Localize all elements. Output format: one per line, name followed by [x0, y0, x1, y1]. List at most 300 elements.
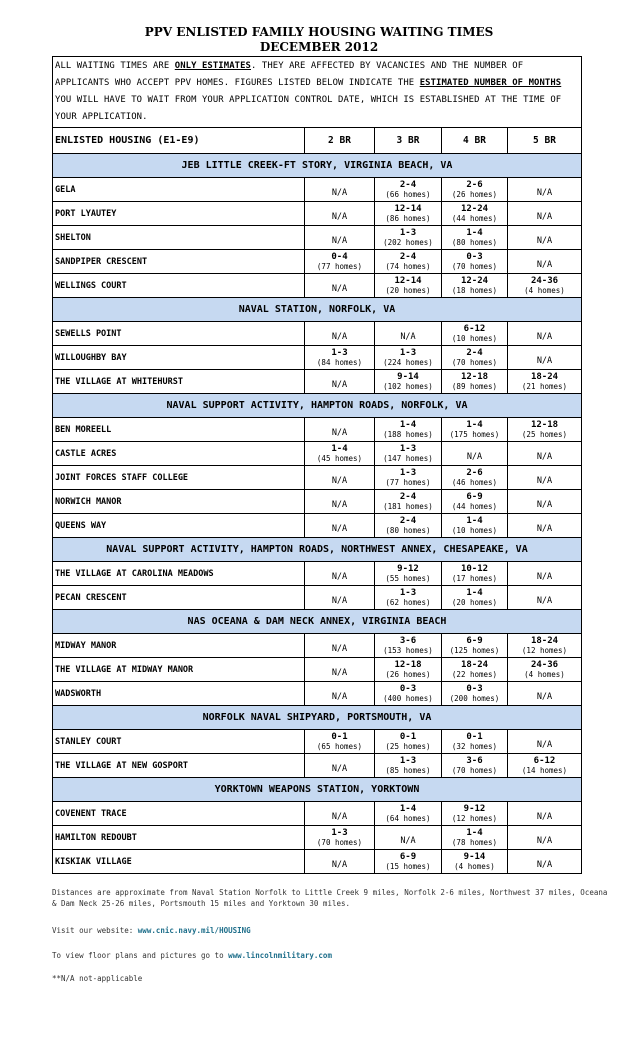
wait-time-cell	[442, 586, 508, 610]
wait-months: N/A	[331, 500, 348, 510]
homes-count: (26 homes)	[451, 189, 498, 199]
wait-time-cell	[375, 802, 442, 826]
table-row	[53, 370, 582, 394]
wait-months: N/A	[331, 476, 348, 486]
table-row	[53, 418, 582, 442]
wait-time-cell	[305, 634, 375, 658]
wait-months: 1-4	[399, 803, 417, 814]
homes-count: (77 homes)	[385, 477, 431, 487]
wait-time-cell	[442, 802, 508, 826]
homes-count: (18 homes)	[451, 285, 498, 295]
wait-months: N/A	[536, 524, 553, 534]
homes-count: (14 homes)	[521, 765, 568, 775]
wait-months: 1-4	[466, 515, 483, 526]
wait-time-cell	[442, 634, 508, 658]
table-row	[53, 202, 582, 226]
wait-time-cell	[305, 322, 375, 346]
community-name: HAMILTON REDOUBT	[53, 826, 305, 850]
wait-time-cell	[508, 586, 582, 610]
table-row	[53, 442, 582, 466]
wait-months: N/A	[536, 500, 553, 510]
website-line: Visit our website: www.cnic.navy.mil/HOUSING	[52, 926, 251, 935]
community-name: JOINT FORCES STAFF COLLEGE	[53, 466, 305, 490]
header-5br: 5 BR	[508, 128, 582, 154]
wait-months: N/A	[331, 572, 348, 582]
wait-months: 2-4	[466, 347, 483, 358]
homes-count: (175 homes)	[449, 429, 500, 439]
wait-time-cell	[508, 802, 582, 826]
wait-time-cell	[442, 850, 508, 874]
table-row	[53, 682, 582, 706]
wait-time-cell	[305, 442, 375, 466]
wait-months: 12-24	[460, 203, 489, 214]
region-title: NORFOLK NAVAL SHIPYARD, PORTSMOUTH, VA	[53, 706, 582, 730]
wait-time-cell	[508, 850, 582, 874]
wait-months: 0-4	[331, 251, 348, 262]
homes-count: (70 homes)	[316, 837, 363, 847]
wait-time-cell	[305, 178, 375, 202]
wait-months: 1-3	[399, 587, 417, 598]
region-header-row	[53, 394, 582, 418]
table-row	[53, 490, 582, 514]
wait-months: 6-12	[463, 323, 486, 334]
wait-time-cell	[375, 754, 442, 778]
table-row	[53, 634, 582, 658]
wait-months: N/A	[331, 812, 348, 822]
table-row	[53, 802, 582, 826]
homes-count: (4 homes)	[454, 861, 495, 871]
table-row	[53, 346, 582, 370]
wait-months: N/A	[331, 524, 348, 534]
wait-months: 12-18	[394, 659, 422, 670]
homes-count: (147 homes)	[383, 453, 433, 463]
floor-plans-line: To view floor plans and pictures go to www.lincolnmilitary.com	[52, 951, 332, 960]
wait-time-cell	[442, 274, 508, 298]
wait-time-cell	[508, 202, 582, 226]
wait-months: N/A	[331, 596, 348, 606]
wait-time-cell	[305, 586, 375, 610]
wait-months: 1-3	[331, 827, 348, 838]
wait-time-cell	[508, 226, 582, 250]
wait-time-cell	[375, 682, 442, 706]
wait-months: 2-4	[399, 251, 417, 262]
wait-months: 1-3	[399, 227, 417, 238]
wait-time-cell	[305, 346, 375, 370]
wait-time-cell	[508, 730, 582, 754]
wait-time-cell	[442, 178, 508, 202]
wait-months: N/A	[331, 236, 348, 246]
wait-time-cell	[442, 226, 508, 250]
wait-months: 2-4	[399, 491, 417, 502]
homes-count: (84 homes)	[316, 357, 363, 367]
wait-months: N/A	[536, 212, 553, 222]
homes-count: (125 homes)	[449, 645, 500, 655]
header-3br: 3 BR	[375, 128, 442, 154]
wait-months: N/A	[536, 812, 553, 822]
wait-time-cell	[442, 418, 508, 442]
wait-months: N/A	[400, 332, 416, 342]
table-row	[53, 178, 582, 202]
wait-time-cell	[305, 730, 375, 754]
wait-time-cell	[442, 826, 508, 850]
homes-count: (80 homes)	[451, 237, 498, 247]
document-title: PPV ENLISTED FAMILY HOUSING WAITING TIMES	[144, 25, 494, 39]
wait-time-cell	[442, 202, 508, 226]
wait-time-cell	[305, 370, 375, 394]
wait-time-cell	[375, 346, 442, 370]
homes-count: (74 homes)	[385, 261, 431, 271]
wait-months: 3-6	[399, 635, 417, 646]
table-row	[53, 586, 582, 610]
wait-months: 6-9	[466, 491, 483, 502]
wait-time-cell	[375, 514, 442, 538]
homes-count: (80 homes)	[385, 525, 431, 535]
wait-time-cell	[375, 826, 442, 850]
wait-time-cell	[508, 754, 582, 778]
homes-count: (10 homes)	[451, 333, 498, 343]
wait-time-cell	[375, 370, 442, 394]
wait-months: N/A	[536, 740, 553, 750]
homes-count: (44 homes)	[451, 501, 498, 511]
wait-months: 2-4	[399, 179, 417, 190]
wait-months: 9-14	[397, 371, 419, 382]
homes-count: (78 homes)	[451, 837, 498, 847]
wait-months: N/A	[331, 428, 348, 438]
homes-count: (66 homes)	[385, 189, 431, 199]
wait-months: N/A	[331, 332, 348, 342]
wait-time-cell	[508, 322, 582, 346]
wait-time-cell	[305, 466, 375, 490]
homes-count: (64 homes)	[385, 813, 431, 823]
wait-months: N/A	[331, 860, 348, 870]
wait-months: 6-12	[533, 755, 556, 766]
community-name: KISKIAK VILLAGE	[53, 850, 305, 874]
wait-time-cell	[305, 658, 375, 682]
wait-time-cell	[375, 178, 442, 202]
wait-months: 6-9	[466, 635, 483, 646]
wait-months: N/A	[536, 572, 553, 582]
table-row	[53, 658, 582, 682]
region-header-row	[53, 538, 582, 562]
wait-time-cell	[305, 802, 375, 826]
wait-months: 12-14	[394, 275, 422, 286]
wait-time-cell	[508, 370, 582, 394]
column-header-row	[53, 128, 582, 154]
community-name: BEN MOREELL	[53, 418, 305, 442]
na-note: **N/A not-applicable	[52, 974, 143, 983]
wait-months: 2-6	[466, 467, 483, 478]
wait-time-cell	[442, 658, 508, 682]
homes-count: (12 homes)	[451, 813, 498, 823]
homes-count: (22 homes)	[451, 669, 498, 679]
wait-time-cell	[375, 274, 442, 298]
wait-time-cell	[508, 466, 582, 490]
community-name: STANLEY COURT	[53, 730, 305, 754]
community-name: THE VILLAGE AT WHITEHURST	[53, 370, 305, 394]
wait-months: 2-4	[399, 515, 417, 526]
wait-months: 2-6	[466, 179, 483, 190]
homes-count: (10 homes)	[451, 525, 498, 535]
table-row	[53, 250, 582, 274]
wait-time-cell	[375, 202, 442, 226]
wait-months: N/A	[331, 692, 348, 702]
homes-count: (181 homes)	[383, 501, 433, 511]
wait-time-cell	[442, 682, 508, 706]
housing-website-link[interactable]: www.cnic.navy.mil/HOUSING	[137, 926, 251, 935]
table-row	[53, 562, 582, 586]
homes-count: (70 homes)	[451, 357, 498, 367]
wait-months: N/A	[536, 236, 553, 246]
homes-count: (200 homes)	[449, 693, 500, 703]
wait-months: N/A	[536, 836, 553, 846]
homes-count: (4 homes)	[524, 285, 565, 295]
wait-months: 1-3	[399, 443, 417, 454]
homes-count: (400 homes)	[383, 693, 433, 703]
header-2br: 2 BR	[305, 128, 375, 154]
wait-months: 1-4	[466, 587, 483, 598]
homes-count: (20 homes)	[451, 597, 498, 607]
distances-note: Distances are approximate from Naval Station Norfolk to Little Creek 9 miles, Norfolk 2-6 miles, Northwest 37 miles, Oceana & Dam Neck 25-26 miles, Portsmouth 15 miles and Yorktown 30 miles.	[52, 888, 608, 908]
community-name: THE VILLAGE AT MIDWAY MANOR	[53, 658, 305, 682]
wait-time-cell	[375, 466, 442, 490]
wait-time-cell	[442, 370, 508, 394]
homes-count: (224 homes)	[383, 357, 433, 367]
homes-count: (21 homes)	[521, 381, 568, 391]
document-date: DECEMBER 2012	[259, 40, 379, 54]
header-4br: 4 BR	[442, 128, 508, 154]
community-name: COVENENT TRACE	[53, 802, 305, 826]
wait-months: N/A	[466, 452, 483, 462]
region-title: NAVAL STATION, NORFOLK, VA	[53, 298, 582, 322]
wait-time-cell	[442, 754, 508, 778]
wait-time-cell	[508, 418, 582, 442]
wait-time-cell	[442, 250, 508, 274]
wait-time-cell	[508, 562, 582, 586]
wait-time-cell	[375, 562, 442, 586]
homes-count: (20 homes)	[385, 285, 431, 295]
wait-months: N/A	[331, 380, 348, 390]
homes-count: (26 homes)	[385, 669, 431, 679]
homes-count: (102 homes)	[383, 381, 433, 391]
wait-months: 0-1	[466, 731, 483, 742]
homes-count: (4 homes)	[524, 669, 565, 679]
wait-time-cell	[442, 562, 508, 586]
wait-time-cell	[442, 322, 508, 346]
region-title: NAVAL SUPPORT ACTIVITY, HAMPTON ROADS, NORTHWEST ANNEX, CHESAPEAKE, VA	[53, 538, 582, 562]
wait-time-cell	[508, 826, 582, 850]
community-name: CASTLE ACRES	[53, 442, 305, 466]
region-title: NAVAL SUPPORT ACTIVITY, HAMPTON ROADS, NORFOLK, VA	[53, 394, 582, 418]
wait-time-cell	[375, 586, 442, 610]
wait-months: 1-3	[399, 755, 417, 766]
wait-time-cell	[375, 658, 442, 682]
wait-time-cell	[375, 418, 442, 442]
wait-time-cell	[305, 202, 375, 226]
wait-time-cell	[375, 730, 442, 754]
wait-months: 1-4	[466, 419, 483, 430]
wait-months: N/A	[331, 188, 348, 198]
wait-months: 10-12	[460, 563, 489, 574]
wait-time-cell	[442, 442, 508, 466]
wait-time-cell	[508, 634, 582, 658]
wait-time-cell	[442, 514, 508, 538]
community-name: GELA	[53, 178, 305, 202]
homes-count: (44 homes)	[451, 213, 498, 223]
wait-months: N/A	[331, 644, 348, 654]
community-name: WELLINGS COURT	[53, 274, 305, 298]
region-header-row	[53, 154, 582, 178]
wait-months: 1-3	[399, 467, 417, 478]
wait-months: 18-24	[530, 635, 559, 646]
wait-months: 1-4	[466, 227, 483, 238]
wait-time-cell	[508, 490, 582, 514]
wait-months: 24-36	[530, 659, 559, 670]
wait-months: 9-12	[397, 563, 419, 574]
table-row	[53, 730, 582, 754]
wait-months: 24-36	[530, 275, 559, 286]
wait-time-cell	[508, 442, 582, 466]
wait-months: 9-14	[463, 851, 486, 862]
wait-time-cell	[305, 250, 375, 274]
wait-time-cell	[375, 850, 442, 874]
wait-months: N/A	[536, 476, 553, 486]
region-title: JEB LITTLE CREEK-FT STORY, VIRGINIA BEACH, VA	[53, 154, 582, 178]
wait-time-cell	[508, 250, 582, 274]
wait-time-cell	[508, 346, 582, 370]
wait-months: 12-18	[460, 371, 489, 382]
community-name: WILLOUGHBY BAY	[53, 346, 305, 370]
table-row	[53, 850, 582, 874]
homes-count: (15 homes)	[385, 861, 431, 871]
wait-time-cell	[442, 466, 508, 490]
table-row	[53, 466, 582, 490]
wait-time-cell	[305, 754, 375, 778]
homes-count: (77 homes)	[316, 261, 363, 271]
wait-time-cell	[305, 826, 375, 850]
community-name: SANDPIPER CRESCENT	[53, 250, 305, 274]
homes-count: (46 homes)	[451, 477, 498, 487]
community-name: THE VILLAGE AT CAROLINA MEADOWS	[53, 562, 305, 586]
wait-months: 0-3	[466, 683, 483, 694]
wait-months: 1-3	[399, 347, 417, 358]
homes-count: (45 homes)	[316, 453, 363, 463]
wait-months: N/A	[400, 836, 416, 846]
wait-months: 9-12	[463, 803, 486, 814]
community-name: SHELTON	[53, 226, 305, 250]
lincoln-military-link[interactable]: www.lincolnmilitary.com	[228, 951, 332, 960]
wait-time-cell	[305, 418, 375, 442]
community-name: SEWELLS POINT	[53, 322, 305, 346]
wait-months: N/A	[536, 356, 553, 366]
homes-count: (86 homes)	[385, 213, 431, 223]
homes-count: (153 homes)	[383, 645, 433, 655]
wait-time-cell	[508, 274, 582, 298]
wait-months: 12-24	[460, 275, 489, 286]
wait-time-cell	[375, 226, 442, 250]
wait-months: 12-14	[394, 203, 422, 214]
table-row	[53, 274, 582, 298]
homes-count: (70 homes)	[451, 765, 498, 775]
wait-months: N/A	[331, 284, 348, 294]
community-name: THE VILLAGE AT NEW GOSPORT	[53, 754, 305, 778]
homes-count: (85 homes)	[385, 765, 431, 775]
wait-time-cell	[442, 346, 508, 370]
wait-time-cell	[508, 178, 582, 202]
community-name: PORT LYAUTEY	[53, 202, 305, 226]
homes-count: (17 homes)	[451, 573, 498, 583]
homes-count: (70 homes)	[451, 261, 498, 271]
wait-months: 0-3	[466, 251, 483, 262]
wait-months: N/A	[331, 764, 348, 774]
waiting-times-table	[52, 56, 582, 874]
wait-time-cell	[375, 322, 442, 346]
region-header-row	[53, 610, 582, 634]
wait-months: N/A	[536, 260, 553, 270]
table-row	[53, 514, 582, 538]
wait-time-cell	[508, 682, 582, 706]
wait-time-cell	[305, 682, 375, 706]
region-header-row	[53, 298, 582, 322]
region-header-row	[53, 706, 582, 730]
wait-months: N/A	[536, 332, 553, 342]
homes-count: (32 homes)	[451, 741, 498, 751]
wait-months: N/A	[536, 860, 553, 870]
homes-count: (12 homes)	[521, 645, 568, 655]
intro-row	[53, 57, 582, 128]
wait-months: 1-4	[331, 443, 348, 454]
wait-months: N/A	[331, 212, 348, 222]
wait-time-cell	[375, 250, 442, 274]
wait-time-cell	[442, 730, 508, 754]
intro-text: ALL WAITING TIMES ARE ONLY ESTIMATES. THEY ARE AFFECTED BY VACANCIES AND THE NUMBER OF APPLICANTS WHO ACCEPT PPV HOMES. FIGURES LISTED BELOW INDICATE THE ESTIMATED NUMBER OF MONTHS YOU WILL HAVE TO WAIT FROM YOUR APPLICATION CONTROL DATE, WHICH IS ESTABLISHED AT THE TIME OF YOUR APPLICATION.	[53, 57, 582, 128]
wait-time-cell	[442, 490, 508, 514]
wait-time-cell	[305, 562, 375, 586]
table-row	[53, 826, 582, 850]
homes-count: (202 homes)	[383, 237, 433, 247]
wait-months: N/A	[536, 188, 553, 198]
wait-time-cell	[508, 658, 582, 682]
wait-time-cell	[305, 514, 375, 538]
wait-time-cell	[305, 226, 375, 250]
wait-months: 1-3	[331, 347, 348, 358]
wait-months: 0-3	[399, 683, 417, 694]
wait-time-cell	[508, 514, 582, 538]
community-name: QUEENS WAY	[53, 514, 305, 538]
homes-count: (188 homes)	[383, 429, 433, 439]
wait-months: 6-9	[399, 851, 417, 862]
homes-count: (25 homes)	[385, 741, 431, 751]
wait-months: 0-1	[331, 731, 348, 742]
wait-months: N/A	[536, 452, 553, 462]
wait-time-cell	[375, 442, 442, 466]
wait-months: 12-18	[530, 419, 559, 430]
wait-months: 1-4	[466, 827, 483, 838]
community-name: WADSWORTH	[53, 682, 305, 706]
wait-time-cell	[305, 850, 375, 874]
homes-count: (62 homes)	[385, 597, 431, 607]
wait-months: N/A	[536, 692, 553, 702]
wait-months: 1-4	[399, 419, 417, 430]
community-name: NORWICH MANOR	[53, 490, 305, 514]
region-title: NAS OCEANA & DAM NECK ANNEX, VIRGINIA BEACH	[53, 610, 582, 634]
table-row	[53, 754, 582, 778]
homes-count: (89 homes)	[451, 381, 498, 391]
wait-time-cell	[375, 634, 442, 658]
wait-months: 3-6	[466, 755, 483, 766]
header-enlisted-housing: ENLISTED HOUSING (E1-E9)	[53, 128, 305, 154]
wait-time-cell	[305, 490, 375, 514]
wait-time-cell	[375, 490, 442, 514]
